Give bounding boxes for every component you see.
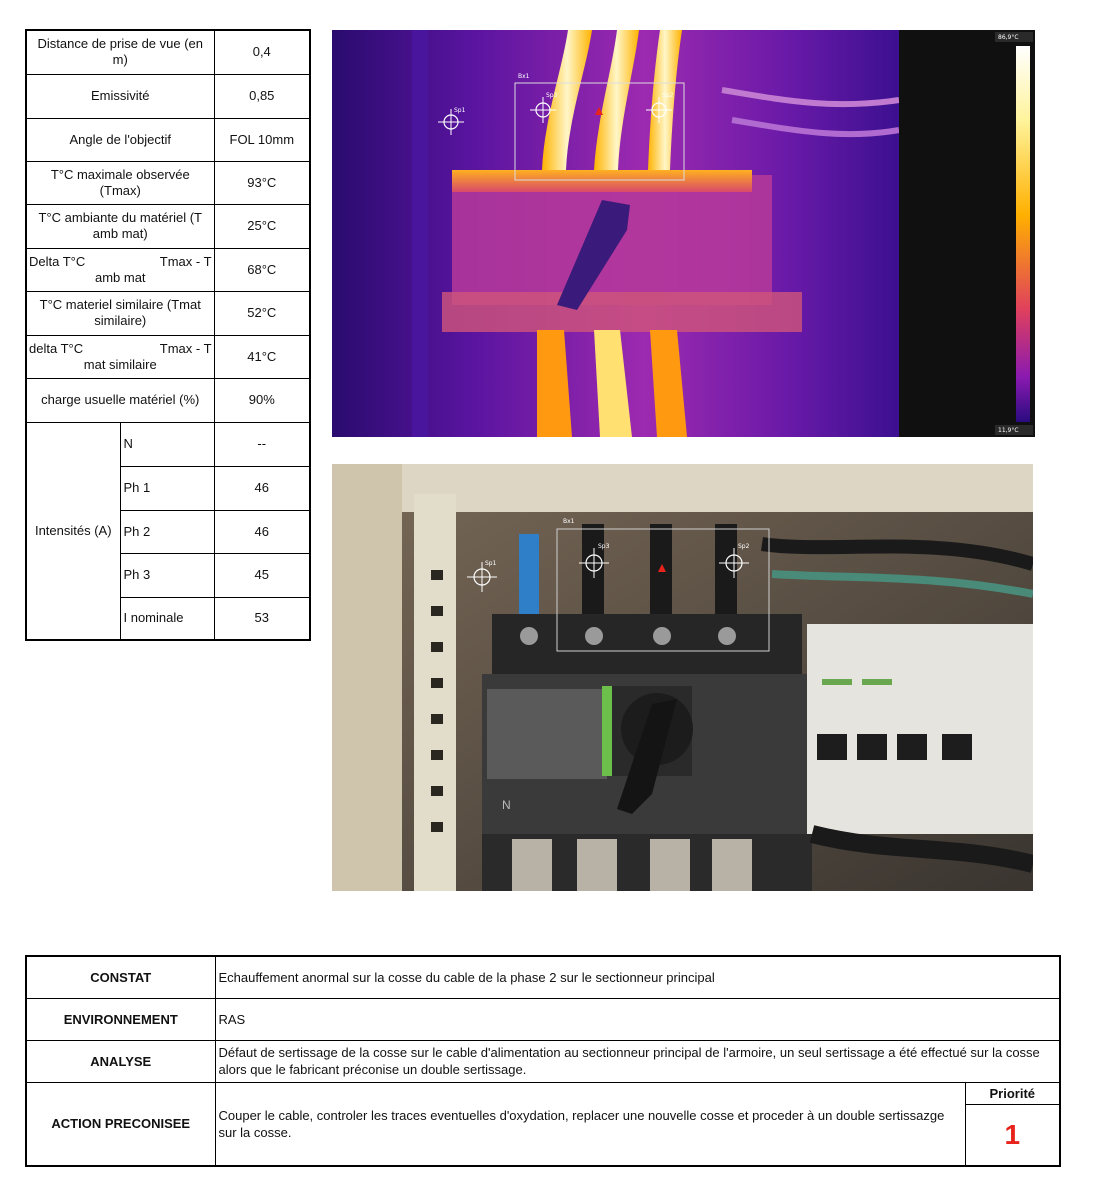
thermal-image-drawing — [332, 30, 1035, 437]
tmax-label: T°C maximale observée (Tmax) — [26, 161, 214, 204]
delta-sim-label-right: Tmax - T — [159, 340, 212, 356]
param-row-tamb — [26, 204, 310, 248]
black-cable-ph1 — [582, 524, 604, 624]
tamb-value: 25°C — [214, 204, 310, 248]
environnement-label: ENVIRONNEMENT — [26, 998, 215, 1040]
param-row-tmax — [26, 161, 310, 204]
thermal-spot-label: Sp1 — [454, 107, 466, 114]
delta-amb-label-right: Tmax - T — [159, 253, 212, 269]
tmax-value: 93°C — [214, 161, 310, 204]
intensity-value: -- — [214, 422, 310, 466]
visible-box-label: Bx1 — [563, 518, 575, 525]
param-row-distance — [26, 30, 310, 74]
cabinet-left-wall — [332, 464, 402, 891]
intensity-value: 45 — [214, 553, 310, 597]
tsim-label: T°C materiel similaire (Tmat similaire) — [26, 291, 214, 335]
switch-green-indicator — [602, 686, 612, 776]
delta-sim-value: 41°C — [214, 335, 310, 378]
intensity-label: Ph 1 — [120, 466, 214, 510]
intensity-row-n — [26, 422, 310, 466]
param-row-lens — [26, 118, 310, 161]
intensity-value: 46 — [214, 466, 310, 510]
findings-row-action — [26, 1082, 1060, 1104]
findings-row-analyse — [26, 1040, 1060, 1082]
visible-spot-label: Sp1 — [485, 560, 497, 567]
black-cable-ph2 — [650, 524, 672, 624]
intensity-value: 53 — [214, 597, 310, 640]
action-text: Couper le cable, controler les traces eventuelles d'oxydation, replacer une nouvelle cosse et proceder à un double sertissazge sur la cosse. — [215, 1082, 965, 1166]
delta-amb-label — [26, 248, 214, 291]
param-row-load — [26, 378, 310, 422]
lens-value: FOL 10mm — [214, 118, 310, 161]
thermal-hot-band — [452, 170, 752, 192]
thermal-box-label: Bx1 — [518, 73, 530, 80]
param-row-delta-sim — [26, 335, 310, 378]
emissivity-value: 0,85 — [214, 74, 310, 118]
intensity-value: 46 — [214, 510, 310, 553]
modular-breakers — [807, 624, 1033, 834]
action-label: ACTION PRECONISEE — [26, 1082, 215, 1166]
visible-spot-label: Sp3 — [598, 543, 610, 550]
param-row-emissivity — [26, 74, 310, 118]
lens-label: Angle de l'objectif — [26, 118, 214, 161]
switch-top-block — [492, 614, 802, 674]
delta-sim-label-bottom: mat similaire — [83, 356, 157, 372]
findings-row-environnement — [26, 998, 1060, 1040]
param-row-tsim — [26, 291, 310, 335]
visible-photo-drawing — [332, 464, 1033, 891]
intensity-label: Ph 2 — [120, 510, 214, 553]
findings-row-constat — [26, 956, 1060, 998]
tsim-value: 52°C — [214, 291, 310, 335]
intensity-label: I nominale — [120, 597, 214, 640]
thermal-spot-label: Sp3 — [546, 92, 558, 99]
constat-text: Echauffement anormal sur la cosse du cable de la phase 2 sur le sectionneur principal — [215, 956, 1060, 998]
thermal-scale-bar — [1016, 46, 1030, 422]
analyse-text: Défaut de sertissage de la cosse sur le cable d'alimentation au sectionneur principal de l'armoire, un seul sertissage a été effectué sur la cosse alors que le fabricant préconise un double sertissage. — [215, 1040, 1060, 1082]
thermal-scale-max: 86,9°C — [998, 34, 1019, 41]
cabinet-top — [402, 464, 1033, 512]
constat-label: CONSTAT — [26, 956, 215, 998]
intensity-label: Ph 3 — [120, 553, 214, 597]
analyse-label: ANALYSE — [26, 1040, 215, 1082]
param-row-delta-amb — [26, 248, 310, 291]
thermal-scale-panel — [899, 30, 1035, 437]
blue-neutral-cable — [519, 534, 539, 614]
intensity-label: N — [120, 422, 214, 466]
environnement-text: RAS — [215, 998, 1060, 1040]
delta-sim-label-left: delta T°C — [29, 340, 84, 356]
thermal-lower-band — [442, 292, 802, 332]
tamb-label: T°C ambiante du matériel (T amb mat) — [26, 204, 214, 248]
priority-label: Priorité — [965, 1082, 1060, 1104]
distance-value: 0,4 — [214, 30, 310, 74]
intensities-label: Intensités (A) — [26, 422, 120, 640]
delta-amb-value: 68°C — [214, 248, 310, 291]
findings-table — [25, 955, 1061, 1167]
visible-photo — [332, 464, 1033, 891]
neutral-mark: N — [502, 798, 511, 812]
thermal-rail — [412, 30, 428, 437]
load-label: charge usuelle matériel (%) — [26, 378, 214, 422]
delta-amb-label-left: Delta T°C — [29, 253, 86, 269]
distance-label: Distance de prise de vue (en m) — [26, 30, 214, 74]
priority-value: 1 — [965, 1104, 1060, 1166]
load-value: 90% — [214, 378, 310, 422]
emissivity-label: Emissivité — [26, 74, 214, 118]
delta-sim-label — [26, 335, 214, 378]
thermal-image — [332, 30, 1035, 437]
thermal-spot-label: Sp2 — [662, 92, 674, 99]
delta-amb-label-bottom: amb mat — [94, 269, 146, 285]
thermal-scale-min: 11,9°C — [998, 427, 1019, 434]
measurement-parameters-table — [25, 29, 311, 641]
visible-spot-label: Sp2 — [738, 543, 750, 550]
switch-front-panel — [487, 689, 607, 779]
